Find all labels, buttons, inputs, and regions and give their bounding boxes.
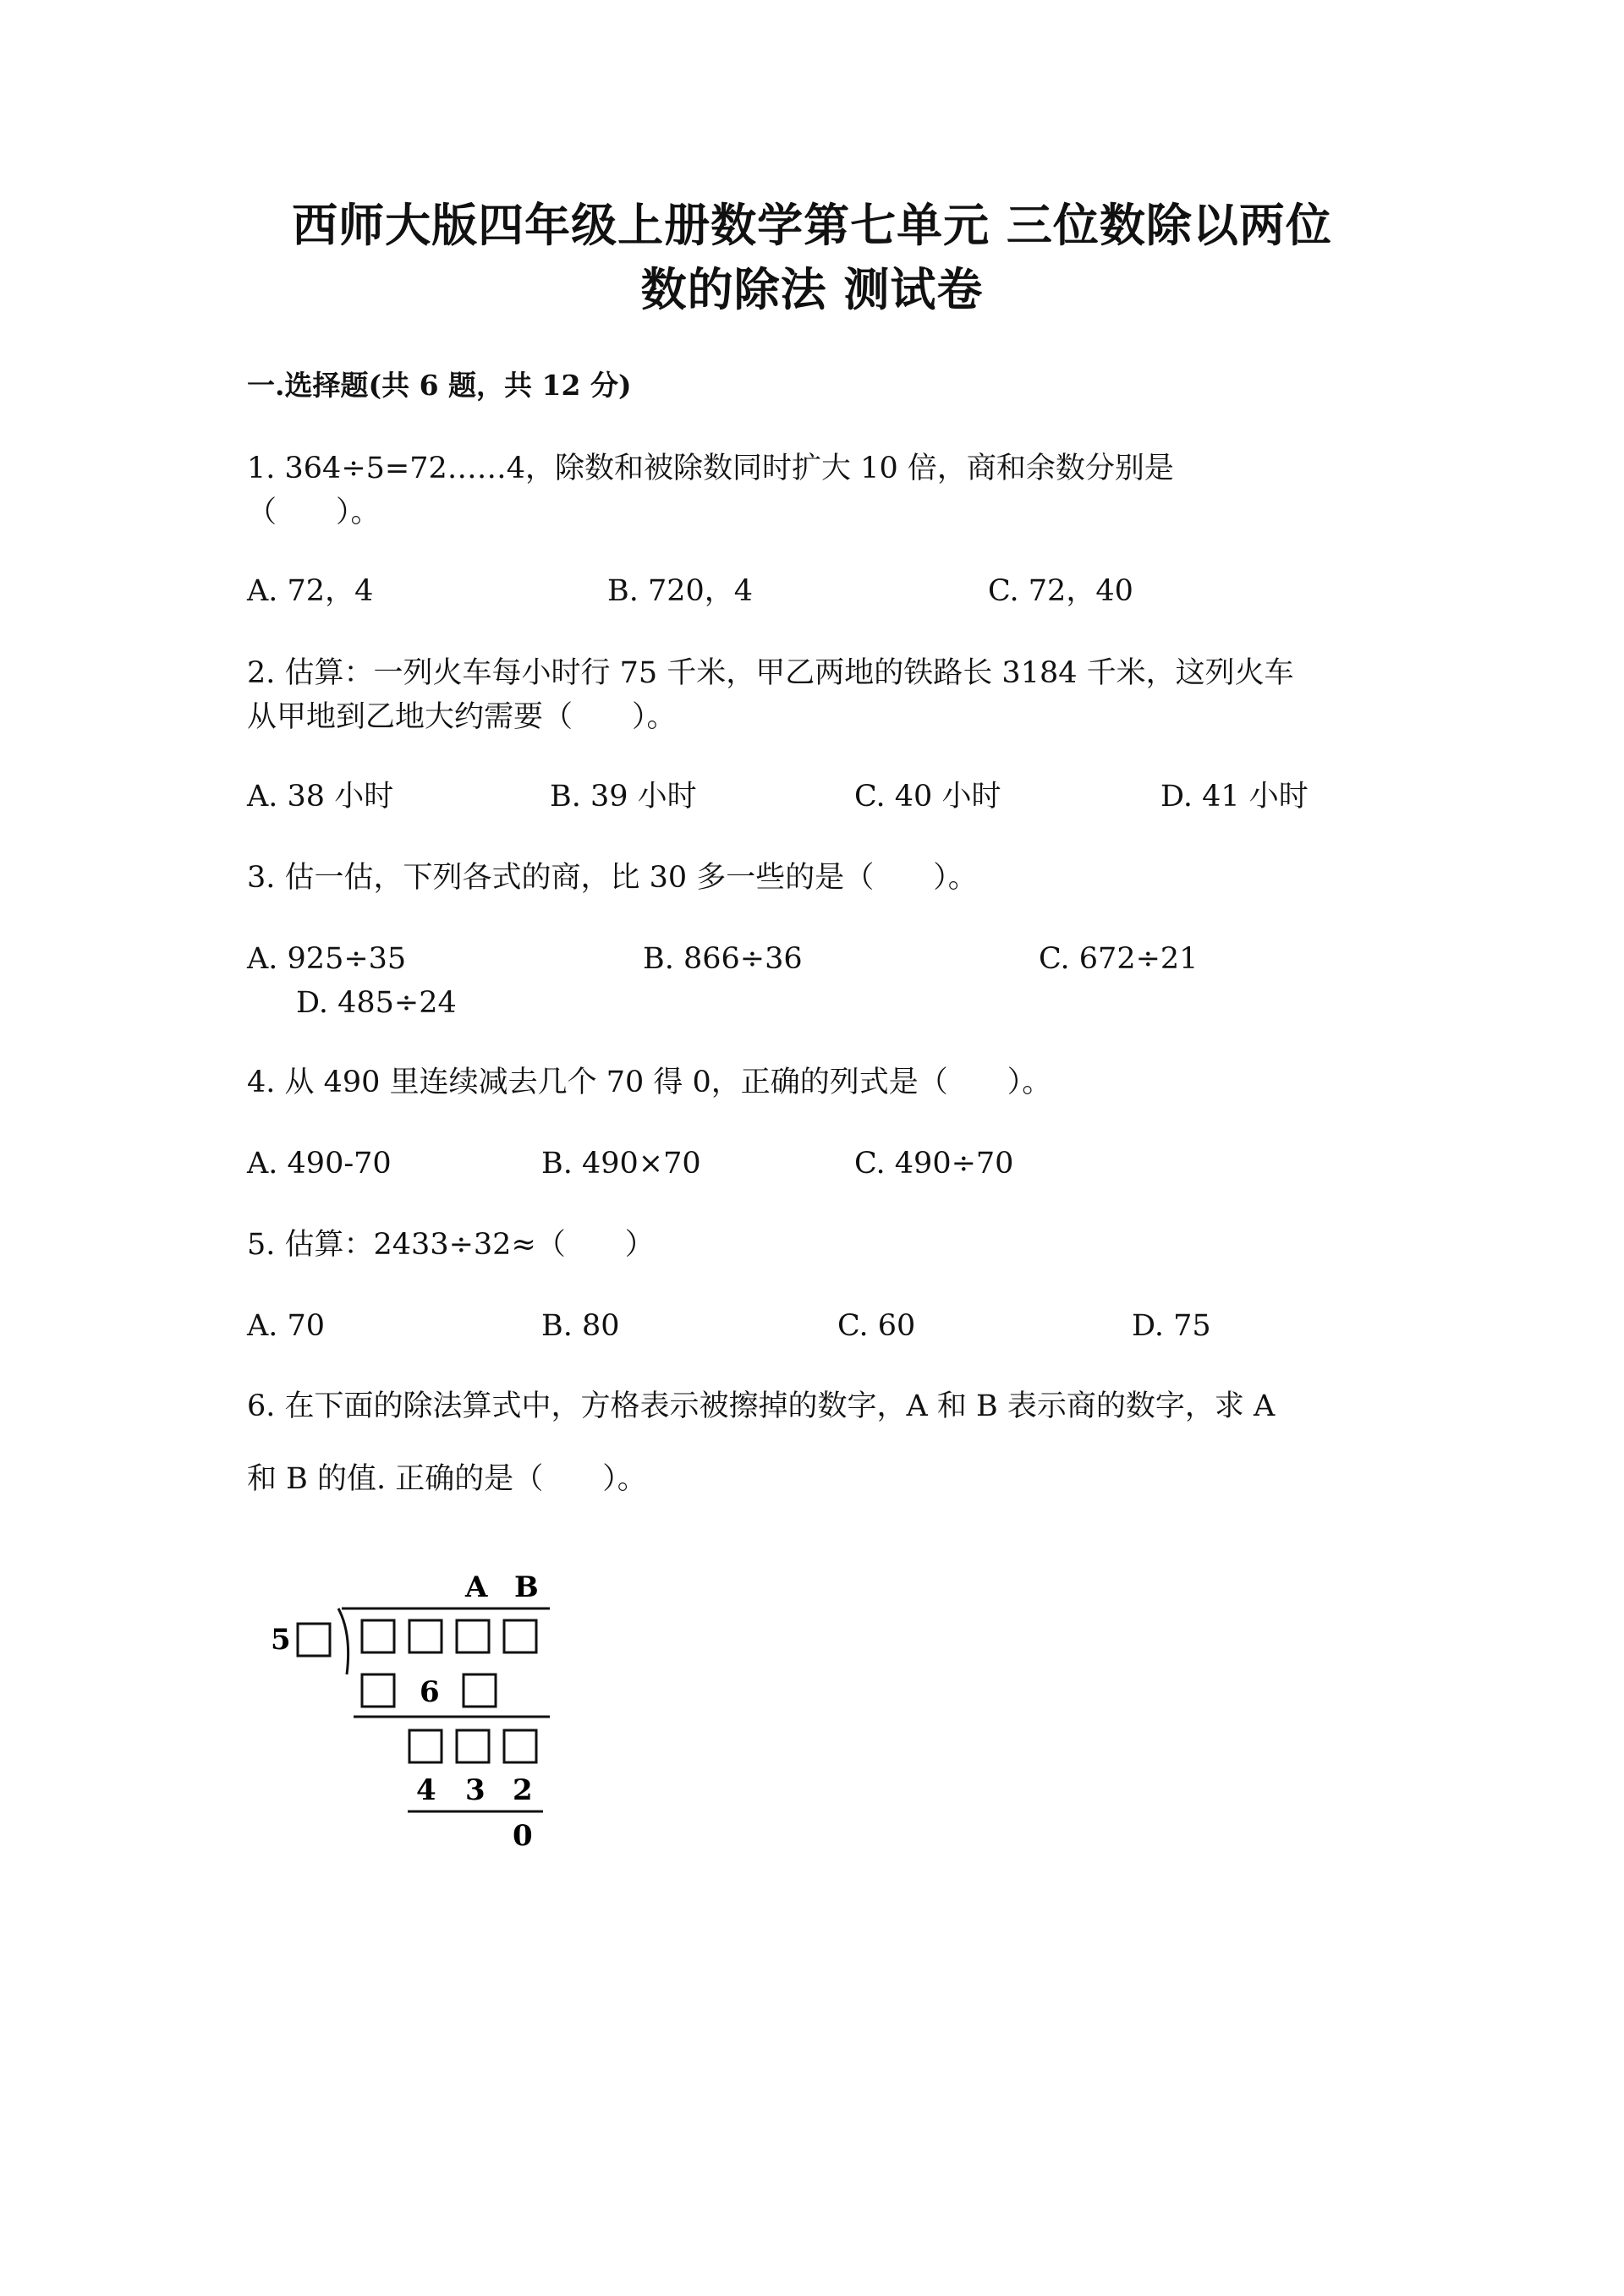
product2-digit: 2	[513, 1773, 533, 1807]
product2-digit: 3	[465, 1773, 486, 1807]
question-3-option-a: A. 925÷35	[247, 942, 407, 976]
title-line-1: 西师大版四年级上册数学第七单元 三位数除以两位	[292, 198, 1332, 252]
question-2-stem-line-1: 2. 估算：一列火车每小时行 75 千米，甲乙两地的铁路长 3184 千米，这列火车	[247, 656, 1294, 690]
question-6-stem-line-2: 和 B 的值. 正确的是（ ）。	[247, 1462, 647, 1496]
partial-remainder-box	[409, 1730, 442, 1762]
question-1-option-b: B. 720，4	[607, 574, 754, 608]
question-5-option-d: D. 75	[1132, 1309, 1211, 1343]
question-1-option-a: A. 72，4	[247, 574, 374, 608]
question-2-option-a: A. 38 小时	[247, 780, 394, 814]
question-2-stem-line-2: 从甲地到乙地大约需要（ ）。	[247, 700, 677, 734]
quotient-digit-a: A	[465, 1570, 488, 1604]
dividend-box	[457, 1620, 489, 1652]
question-3-option-c: C. 672÷21	[1039, 942, 1199, 976]
final-remainder: 0	[513, 1819, 533, 1853]
question-2-option-c: C. 40 小时	[854, 780, 1001, 814]
question-2-option-b: B. 39 小时	[550, 780, 697, 814]
question-5-stem	[247, 1223, 1372, 1267]
partial-remainder-box	[504, 1730, 536, 1762]
question-1-stem-line-1: 1. 364÷5=72……4，除数和被除数同时扩大 10 倍，商和余数分别是	[247, 452, 1174, 485]
question-6-stem-line-1: 6. 在下面的除法算式中，方格表示被擦掉的数字，A 和 B 表示商的数字，求 A	[247, 1389, 1276, 1423]
question-1-stem-line-2: （ ）。	[247, 496, 381, 529]
long-division-figure	[254, 1556, 592, 1869]
dividend-box	[409, 1620, 442, 1652]
question-5-option-b: B. 80	[541, 1309, 620, 1343]
question-1-option-c: C. 72，40	[988, 574, 1133, 608]
partial-remainder-box	[457, 1730, 489, 1762]
question-2-option-d: D. 41 小时	[1160, 780, 1309, 814]
question-1-stem	[247, 447, 1372, 534]
product1-box	[464, 1674, 496, 1707]
product1-box	[362, 1674, 394, 1707]
section-heading: 一.选择题(共 6 题，共 12 分)	[247, 369, 632, 402]
quotient-digit-b: B	[514, 1570, 539, 1604]
divisor-ones-box	[298, 1624, 330, 1656]
question-4-stem	[247, 1060, 1372, 1104]
question-3-stem	[247, 856, 1372, 900]
title-line-2: 数的除法 测试卷	[640, 262, 984, 316]
question-4-option-c: C. 490÷70	[854, 1147, 1014, 1181]
question-5-option-a: A. 70	[247, 1309, 326, 1343]
question-3-option-d: D. 485÷24	[296, 986, 457, 1020]
product2-digit: 4	[416, 1773, 436, 1807]
divisor-tens-digit: 5	[271, 1623, 291, 1657]
question-2-stem	[247, 651, 1372, 739]
question-3-stem-line-1: 3. 估一估，下列各式的商，比 30 多一些的是（ ）。	[247, 861, 978, 895]
question-5-stem-line-1: 5. 估算：2433÷32≈（ ）	[247, 1228, 655, 1262]
question-3-option-b: B. 866÷36	[643, 942, 803, 976]
long-division-diagram	[254, 1556, 592, 1869]
question-4-option-b: B. 490×70	[541, 1147, 701, 1181]
page-title	[0, 193, 1624, 321]
dividend-box	[362, 1620, 394, 1652]
division-bracket	[338, 1608, 348, 1674]
question-4-stem-line-1: 4. 从 490 里连续减去几个 70 得 0，正确的列式是（ ）。	[247, 1066, 1052, 1099]
question-6-stem	[247, 1370, 1372, 1515]
question-5-option-c: C. 60	[837, 1309, 916, 1343]
question-4-option-a: A. 490-70	[247, 1147, 392, 1181]
dividend-box	[504, 1620, 536, 1652]
product1-digit: 6	[420, 1675, 440, 1709]
